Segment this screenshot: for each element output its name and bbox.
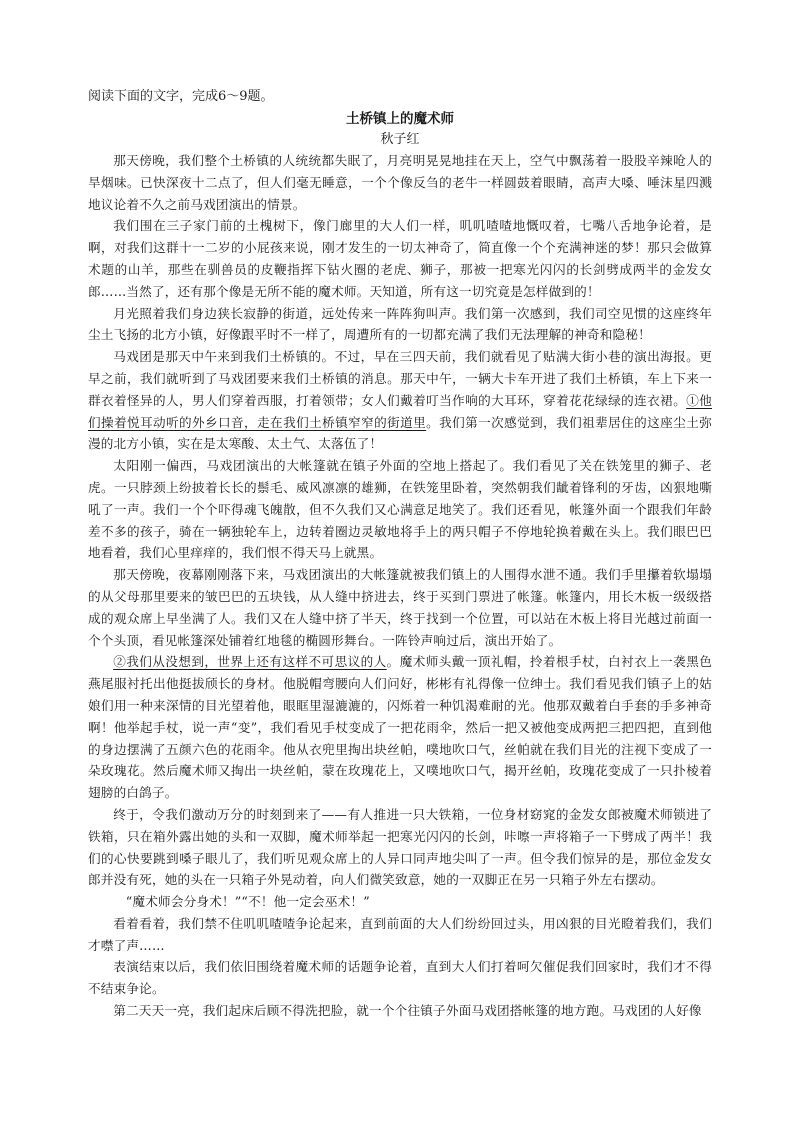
underlined-sentence-2: ②我们从没想到，世界上还有这样不可思议的人 xyxy=(113,654,387,670)
question-instruction: 阅读下面的文字，完成6～9题。 xyxy=(88,89,274,104)
paragraph-3: 月光照着我们身边狭长寂静的街道，远处传来一阵阵狗叫声。我们第一次感到，我们司空见惯的这座终年尘土飞扬的北方小镇，好像跟平时不一样了，周遭所有的一切都充满了我们无法理解的神奇和隐秘！ xyxy=(88,305,712,343)
paragraph-6: 那天傍晚，夜幕刚刚落下来，马戏团演出的大帐篷就被我们镇上的人围得水泄不通。我们手里攥着软塌塌的从父母那里要来的皱巴巴的五块钱，从人缝中挤进去，终于买到门票进了帐篷。帐篷内，用长木板一级级搭成的观众席上早坐满了人。我们又在人缝中挤了半天，终于找到一个位置，可以站在木板上将目光越过前面一个个头顶，看见帐篷深处铺着红地毯的椭圆形舞台。一阵铃声响过后，演出开始了。 xyxy=(88,567,712,648)
paragraph-9-quote: “魔术师会分身术！”“不！他一定会巫术！” xyxy=(125,894,370,910)
paragraph-2: 我们围在三子家门前的土槐树下，像门廊里的大人们一样，叽叽喳喳地慨叹着，七嘴八舌地争论着，是啊，对我们这群十一二岁的小屁孩来说，刚才发生的一切太神奇了，简直像一个个充满神迷的梦！那只会做算术题的山羊，那些在驯兽员的皮鞭指挥下钻火圈的老虎、狮子，那被一把寒光闪闪的长剑劈成两半的金发女郎……当然了，还有那个像是无所不能的魔术师。天知道，所有这一切究竟是怎样做到的！ xyxy=(88,218,712,299)
paragraph-4-text-after: 。我们第一次感觉到，我们祖辈居住的这座尘土弥漫的北方小镇，实在是太寒酸、太土气、太落伍了！ xyxy=(88,414,712,452)
paragraph-11: 表演结束以后，我们依旧围绕着魔术师的话题争论着，直到大人们打着呵欠催促我们回家时，我们才不得不结束争论。 xyxy=(88,959,712,997)
paragraph-4-text-before: 马戏团是那天中午来到我们土桥镇的。不过，早在三四天前，我们就看见了贴满大街小巷的演出海报。更早之前，我们就听到了马戏团要来我们土桥镇的消息。那天中午，一辆大卡车开进了我们土桥镇，车上下来一群衣着怪异的人，男人们穿着西服，打着领带；女人们戴着叮当作响的大耳环，穿着花花绿绿的连衣裙。 xyxy=(88,349,712,408)
underlined-sentence-1: ①他们操着悦耳动听的外乡口音，走在我们土桥镇窄窄的街道里 xyxy=(88,392,713,430)
document-page xyxy=(88,86,712,1022)
paragraph-10: 看着看着，我们禁不住叽叽喳喳争论起来，直到前面的大人们纷纷回过头，用凶狠的目光瞪着我们，我们才噤了声…… xyxy=(88,915,712,953)
article-title: 土桥镇上的魔术师 xyxy=(346,111,454,127)
paragraph-12: 第二天天一亮，我们起床后顾不得洗把脸，就一个个往镇子外面马戏团搭帐篷的地方跑。马戏团的人好像 xyxy=(113,1003,702,1019)
paragraph-1: 那天傍晚，我们整个土桥镇的人统统都失眠了，月亮明晃晃地挂在天上，空气中飘荡着一股股辛辣呛人的旱烟味。已快深夜十二点了，但人们毫无睡意，一个个像反刍的老牛一样圆鼓着眼睛，高声大嗓、唾沫星四溅地议论着不久之前马戏团演出的情景。 xyxy=(88,153,712,212)
article-author: 秋子红 xyxy=(380,132,420,147)
paragraph-8: 终于，令我们激动万分的时刻到来了——有人推进一只大铁箱，一位身材窈窕的金发女郎被魔术师锁进了铁箱，只在箱外露出她的头和一双脚，魔术师举起一把寒光闪闪的长剑，咔嚓一声将箱子一下劈成了两半！我们的心快要跳到嗓子眼儿了，我们听见观众席上的人异口同声地尖叫了一声。但令我们惊异的是，那位金发女郎并没有死，她的头在一只箱子外晃动着，向人们微笑致意，她的一双脚正在另一只箱子外左右摆动。 xyxy=(88,806,712,888)
paragraph-5: 太阳刚一偏西，马戏团演出的大帐篷就在镇子外面的空地上搭起了。我们看见了关在铁笼里的狮子、老虎。一只脖颈上纷披着长长的鬃毛、威风凛凛的雄狮，在铁笼里卧着，突然朝我们龇着锋利的牙齿，凶狠地嘶吼了一声。我们一个个吓得魂飞魄散，但不久我们又心满意足地笑了。我们还看见，帐篷外面一个跟我们年龄差不多的孩子，骑在一辆独轮车上，边转着圈边灵敏地将手上的两只帽子不停地轮换着戴在头上。我们眼巴巴地看着，我们心里痒痒的，我们恨不得天马上就黑。 xyxy=(88,458,712,561)
paragraph-4 xyxy=(88,346,712,455)
paragraph-7-text-after: 。魔术师头戴一顶礼帽，拎着根手杖，白衬衣上一袭黑色燕尾服衬托出他挺拔颀长的身材。他脱帽弯腰向人们问好，彬彬有礼得像一位绅士。我们看见我们镇子上的姑娘们用一种来深情的目光望着他，眼眶里湿漉漉的，闪烁着一种饥渴难耐的光。他那双戴着白手套的手多神奇啊！他举起手杖，说一声“变”，我们看见手杖变成了一把花雨伞，然后一把又被他变成两把三把四把，直到他的身边摆满了五颜六色的花雨伞。他从衣兜里掏出块丝帕，噗地吹口气，丝帕就在我们目光的注视下变成了一朵玫瑰花。然后魔术师又掏出一块丝帕，蒙在玫瑰花上，又噗地吹口气，揭开丝帕，玫瑰花变成了一只扑棱着翅膀的白鸽子。 xyxy=(88,654,713,801)
paragraph-7 xyxy=(88,651,712,804)
